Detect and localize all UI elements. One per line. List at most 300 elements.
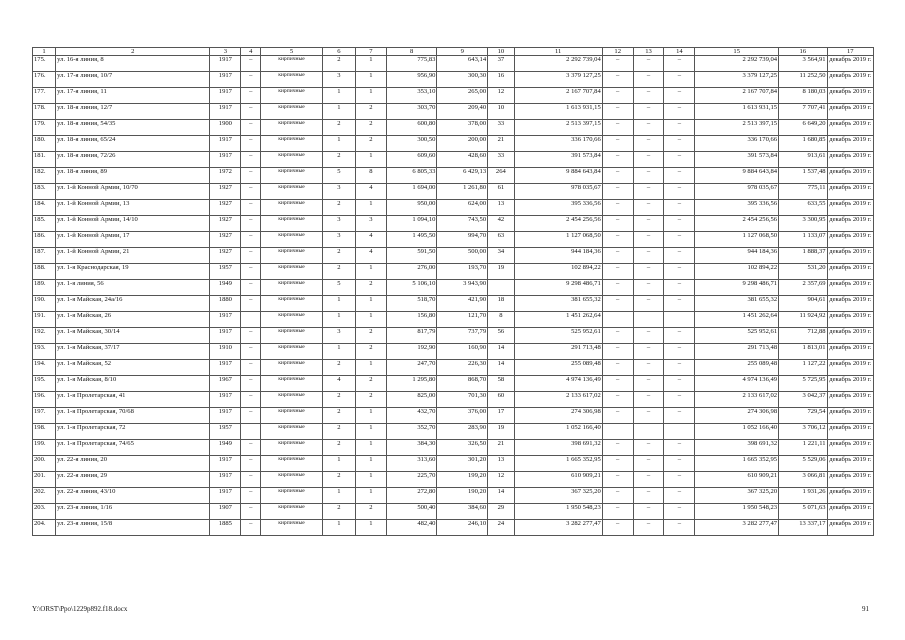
cell-total-amount: 395 336,56 — [695, 200, 779, 216]
cell-cost-per-sqm: 8 180,03 — [779, 88, 827, 104]
cell-wall-material: кирпичные — [261, 216, 323, 232]
cell-row-number: 200. — [33, 456, 56, 472]
cell-col-12: – — [602, 136, 633, 152]
cell-total-area: 817,79 — [386, 328, 437, 344]
cell-floors: 5 — [322, 168, 355, 184]
cell-floors: 1 — [322, 296, 355, 312]
cell-wall-material: кирпичные — [261, 200, 323, 216]
cell-amount: 391 573,84 — [514, 152, 602, 168]
cell-entrances: 2 — [355, 120, 386, 136]
cell-total-amount: 1 052 166,40 — [695, 424, 779, 440]
cell-col-12: – — [602, 440, 633, 456]
cell-floors: 1 — [322, 344, 355, 360]
table-row — [33, 200, 874, 216]
cell-floors: 2 — [322, 120, 355, 136]
cell-col-12: – — [602, 168, 633, 184]
cell-floors: 2 — [322, 392, 355, 408]
cell-date: декабрь 2019 г. — [827, 456, 873, 472]
cell-floors: 1 — [322, 520, 355, 536]
cell-total-area: 518,70 — [386, 296, 437, 312]
cell-col-13 — [633, 424, 664, 440]
cell-row-number: 176. — [33, 72, 56, 88]
table-row — [33, 184, 874, 200]
cell-total-area: 1 295,80 — [386, 376, 437, 392]
cell-floors: 4 — [322, 376, 355, 392]
cell-year-built: 1927 — [210, 216, 241, 232]
document-file-path: Y:\ORST\Ppo\1229p892.f18.docx — [32, 605, 128, 613]
cell-col-13: – — [633, 120, 664, 136]
cell-total-area: 5 106,10 — [386, 280, 437, 296]
cell-row-number: 188. — [33, 264, 56, 280]
cell-year-built: 1927 — [210, 248, 241, 264]
table-row — [33, 472, 874, 488]
cell-floors: 2 — [322, 424, 355, 440]
cell-wall-material: кирпичные — [261, 344, 323, 360]
cell-living-area: 737,79 — [437, 328, 488, 344]
cell-col-4: – — [241, 472, 261, 488]
cell-col-4: – — [241, 280, 261, 296]
table-row — [33, 152, 874, 168]
cell-date: декабрь 2019 г. — [827, 152, 873, 168]
cell-amount: 610 909,21 — [514, 472, 602, 488]
cell-residents: 24 — [488, 520, 514, 536]
cell-col-14: – — [664, 248, 695, 264]
cell-col-12: – — [602, 72, 633, 88]
cell-residents: 21 — [488, 136, 514, 152]
cell-year-built: 1917 — [210, 456, 241, 472]
cell-total-area: 313,60 — [386, 456, 437, 472]
cell-wall-material: кирпичные — [261, 296, 323, 312]
cell-col-12: – — [602, 200, 633, 216]
cell-living-area: 246,10 — [437, 520, 488, 536]
cell-wall-material: кирпичные — [261, 472, 323, 488]
cell-total-amount: 2 167 707,84 — [695, 88, 779, 104]
cell-address: ул. 22-я линия, 29 — [56, 472, 210, 488]
table-row — [33, 392, 874, 408]
cell-entrances: 1 — [355, 152, 386, 168]
cell-amount: 3 282 277,47 — [514, 520, 602, 536]
cell-total-area: 1 694,00 — [386, 184, 437, 200]
cell-total-amount: 525 952,61 — [695, 328, 779, 344]
table-row — [33, 360, 874, 376]
cell-col-14: – — [664, 168, 695, 184]
cell-col-12 — [602, 312, 633, 328]
cell-address: ул. 1-я Пролетарская, 74/65 — [56, 440, 210, 456]
cell-total-area: 303,70 — [386, 104, 437, 120]
cell-entrances: 1 — [355, 408, 386, 424]
cell-total-amount: 2 292 739,04 — [695, 56, 779, 72]
cell-cost-per-sqm: 1 537,48 — [779, 168, 827, 184]
cell-date: декабрь 2019 г. — [827, 488, 873, 504]
cell-entrances: 1 — [355, 440, 386, 456]
cell-residents: 29 — [488, 504, 514, 520]
cell-date: декабрь 2019 г. — [827, 104, 873, 120]
cell-amount: 1 451 262,64 — [514, 312, 602, 328]
cell-address: ул. 22-я линия, 43/10 — [56, 488, 210, 504]
cell-total-amount: 1 613 931,15 — [695, 104, 779, 120]
cell-amount: 1 052 166,40 — [514, 424, 602, 440]
cell-col-12: – — [602, 296, 633, 312]
cell-amount: 2 454 256,56 — [514, 216, 602, 232]
cell-total-amount: 1 127 068,50 — [695, 232, 779, 248]
cell-cost-per-sqm: 2 357,69 — [779, 280, 827, 296]
cell-wall-material: кирпичные — [261, 248, 323, 264]
cell-total-area: 156,80 — [386, 312, 437, 328]
cell-cost-per-sqm: 3 066,81 — [779, 472, 827, 488]
cell-amount: 102 894,22 — [514, 264, 602, 280]
cell-address: ул. 1-й Конной Армии, 17 — [56, 232, 210, 248]
cell-col-13: – — [633, 504, 664, 520]
cell-wall-material: кирпичные — [261, 88, 323, 104]
cell-cost-per-sqm: 775,11 — [779, 184, 827, 200]
cell-col-14 — [664, 312, 695, 328]
cell-col-13: – — [633, 248, 664, 264]
cell-amount: 1 665 352,95 — [514, 456, 602, 472]
cell-total-area: 384,30 — [386, 440, 437, 456]
cell-total-area: 950,00 — [386, 200, 437, 216]
cell-amount: 255 089,48 — [514, 360, 602, 376]
cell-address: ул. 1-я Майская, 37/17 — [56, 344, 210, 360]
cell-date: декабрь 2019 г. — [827, 296, 873, 312]
cell-cost-per-sqm: 729,54 — [779, 408, 827, 424]
table-row — [33, 440, 874, 456]
cell-address: ул. 18-я линия, 12/7 — [56, 104, 210, 120]
cell-living-area: 500,00 — [437, 248, 488, 264]
cell-total-area: 1 094,10 — [386, 216, 437, 232]
column-header: 14 — [664, 48, 695, 56]
cell-col-14: – — [664, 72, 695, 88]
cell-entrances: 1 — [355, 312, 386, 328]
cell-total-area: 353,10 — [386, 88, 437, 104]
cell-col-13: – — [633, 328, 664, 344]
cell-year-built: 1917 — [210, 472, 241, 488]
cell-col-14: – — [664, 408, 695, 424]
cell-col-4: – — [241, 504, 261, 520]
cell-row-number: 178. — [33, 104, 56, 120]
cell-amount: 336 170,66 — [514, 136, 602, 152]
cell-col-14: – — [664, 296, 695, 312]
cell-total-amount: 2 513 397,15 — [695, 120, 779, 136]
cell-row-number: 181. — [33, 152, 56, 168]
cell-col-14: – — [664, 56, 695, 72]
cell-total-area: 6 805,33 — [386, 168, 437, 184]
cell-residents: 37 — [488, 56, 514, 72]
cell-col-14: – — [664, 88, 695, 104]
cell-row-number: 190. — [33, 296, 56, 312]
cell-col-4: – — [241, 344, 261, 360]
cell-col-14: – — [664, 232, 695, 248]
cell-row-number: 182. — [33, 168, 56, 184]
cell-floors: 2 — [322, 200, 355, 216]
cell-col-14: – — [664, 328, 695, 344]
cell-cost-per-sqm: 1 133,07 — [779, 232, 827, 248]
table-row — [33, 504, 874, 520]
cell-cost-per-sqm: 3 564,91 — [779, 56, 827, 72]
column-header: 9 — [437, 48, 488, 56]
cell-residents: 14 — [488, 488, 514, 504]
cell-col-14: – — [664, 344, 695, 360]
cell-row-number: 195. — [33, 376, 56, 392]
cell-wall-material: кирпичные — [261, 120, 323, 136]
cell-address: ул. 22-я линия, 20 — [56, 456, 210, 472]
cell-floors: 3 — [322, 232, 355, 248]
cell-living-area: 743,50 — [437, 216, 488, 232]
cell-col-13: – — [633, 72, 664, 88]
cell-total-area: 775,83 — [386, 56, 437, 72]
cell-entrances: 1 — [355, 296, 386, 312]
cell-amount: 2 167 707,84 — [514, 88, 602, 104]
cell-living-area: 6 429,13 — [437, 168, 488, 184]
cell-amount: 291 713,48 — [514, 344, 602, 360]
cell-residents: 33 — [488, 152, 514, 168]
cell-col-12: – — [602, 56, 633, 72]
cell-col-12: – — [602, 408, 633, 424]
cell-col-14: – — [664, 488, 695, 504]
cell-total-amount: 1 950 548,23 — [695, 504, 779, 520]
cell-floors: 1 — [322, 88, 355, 104]
cell-address: ул. 1-я Пролетарская, 41 — [56, 392, 210, 408]
cell-date: декабрь 2019 г. — [827, 200, 873, 216]
cell-date: декабрь 2019 г. — [827, 520, 873, 536]
cell-row-number: 198. — [33, 424, 56, 440]
cell-floors: 1 — [322, 456, 355, 472]
cell-year-built: 1917 — [210, 328, 241, 344]
cell-wall-material: кирпичные — [261, 104, 323, 120]
cell-year-built: 1917 — [210, 152, 241, 168]
cell-wall-material: кирпичные — [261, 328, 323, 344]
cell-date: декабрь 2019 г. — [827, 280, 873, 296]
cell-row-number: 196. — [33, 392, 56, 408]
cell-col-14: – — [664, 472, 695, 488]
cell-residents: 60 — [488, 392, 514, 408]
cell-cost-per-sqm: 5 725,95 — [779, 376, 827, 392]
cell-date: декабрь 2019 г. — [827, 72, 873, 88]
cell-residents: 56 — [488, 328, 514, 344]
cell-wall-material: кирпичные — [261, 504, 323, 520]
table-row — [33, 424, 874, 440]
cell-address: ул. 17-я линия, 11 — [56, 88, 210, 104]
cell-col-14: – — [664, 152, 695, 168]
cell-address: ул. 1-я Пролетарская, 70/68 — [56, 408, 210, 424]
cell-total-area: 300,50 — [386, 136, 437, 152]
cell-col-4: – — [241, 136, 261, 152]
cell-total-amount: 944 184,36 — [695, 248, 779, 264]
column-header: 1 — [33, 48, 56, 56]
cell-address: ул. 18-я линия, 72/26 — [56, 152, 210, 168]
cell-cost-per-sqm: 11 252,50 — [779, 72, 827, 88]
cell-address: ул. 17-я линия, 10/7 — [56, 72, 210, 88]
cell-residents — [488, 280, 514, 296]
cell-total-amount: 9 884 643,84 — [695, 168, 779, 184]
cell-address: ул. 1-я Майская, 52 — [56, 360, 210, 376]
cell-col-12: – — [602, 472, 633, 488]
cell-living-area: 624,00 — [437, 200, 488, 216]
table-row — [33, 56, 874, 72]
cell-floors: 5 — [322, 280, 355, 296]
cell-col-4: – — [241, 88, 261, 104]
cell-col-12: – — [602, 248, 633, 264]
cell-total-area: 1 495,50 — [386, 232, 437, 248]
cell-date: декабрь 2019 г. — [827, 504, 873, 520]
table-row — [33, 328, 874, 344]
cell-row-number: 192. — [33, 328, 56, 344]
cell-entrances: 1 — [355, 264, 386, 280]
cell-col-13: – — [633, 88, 664, 104]
cell-col-13: – — [633, 232, 664, 248]
cell-cost-per-sqm: 1 221,11 — [779, 440, 827, 456]
column-header: 5 — [261, 48, 323, 56]
cell-col-14: – — [664, 376, 695, 392]
cell-cost-per-sqm: 1 931,26 — [779, 488, 827, 504]
cell-row-number: 193. — [33, 344, 56, 360]
cell-amount: 2 133 617,02 — [514, 392, 602, 408]
table-row — [33, 248, 874, 264]
cell-wall-material: кирпичные — [261, 264, 323, 280]
cell-col-12: – — [602, 184, 633, 200]
cell-total-amount: 255 089,48 — [695, 360, 779, 376]
cell-col-4: – — [241, 56, 261, 72]
page-number: 91 — [862, 605, 869, 613]
cell-year-built: 1917 — [210, 136, 241, 152]
cell-row-number: 194. — [33, 360, 56, 376]
cell-living-area: 994,70 — [437, 232, 488, 248]
cell-living-area: 190,20 — [437, 488, 488, 504]
cell-col-12: – — [602, 504, 633, 520]
table-row — [33, 296, 874, 312]
table-row — [33, 232, 874, 248]
cell-cost-per-sqm: 7 707,41 — [779, 104, 827, 120]
cell-cost-per-sqm: 1 888,37 — [779, 248, 827, 264]
cell-col-14: – — [664, 280, 695, 296]
cell-col-4: – — [241, 488, 261, 504]
cell-row-number: 197. — [33, 408, 56, 424]
table-row — [33, 136, 874, 152]
cell-living-area: 428,60 — [437, 152, 488, 168]
cell-amount: 978 035,67 — [514, 184, 602, 200]
cell-year-built: 1927 — [210, 232, 241, 248]
cell-total-amount: 978 035,67 — [695, 184, 779, 200]
cell-wall-material: кирпичные — [261, 456, 323, 472]
cell-col-12: – — [602, 520, 633, 536]
cell-entrances: 1 — [355, 520, 386, 536]
cell-col-4: – — [241, 184, 261, 200]
cell-col-14: – — [664, 200, 695, 216]
column-header: 12 — [602, 48, 633, 56]
cell-date: декабрь 2019 г. — [827, 120, 873, 136]
cell-living-area: 868,70 — [437, 376, 488, 392]
table-row — [33, 344, 874, 360]
cell-entrances: 1 — [355, 200, 386, 216]
cell-cost-per-sqm: 1 813,01 — [779, 344, 827, 360]
table-row — [33, 216, 874, 232]
cell-col-12: – — [602, 264, 633, 280]
cell-col-12: – — [602, 152, 633, 168]
cell-amount: 2 513 397,15 — [514, 120, 602, 136]
cell-col-13: – — [633, 56, 664, 72]
cell-total-area: 247,70 — [386, 360, 437, 376]
cell-cost-per-sqm: 1 680,85 — [779, 136, 827, 152]
cell-address: ул. 1-й Конной Армии, 10/70 — [56, 184, 210, 200]
cell-cost-per-sqm: 3 706,12 — [779, 424, 827, 440]
cell-amount: 944 184,36 — [514, 248, 602, 264]
cell-address: ул. 1-й Конной Армии, 14/10 — [56, 216, 210, 232]
cell-total-amount: 102 894,22 — [695, 264, 779, 280]
cell-year-built: 1917 — [210, 408, 241, 424]
cell-entrances: 2 — [355, 104, 386, 120]
cell-floors: 1 — [322, 312, 355, 328]
cell-amount: 395 336,56 — [514, 200, 602, 216]
cell-wall-material: кирпичные — [261, 360, 323, 376]
cell-address: ул. 1-я Пролетарская, 72 — [56, 424, 210, 440]
cell-cost-per-sqm: 11 924,92 — [779, 312, 827, 328]
cell-residents: 12 — [488, 472, 514, 488]
cell-col-4: – — [241, 104, 261, 120]
cell-year-built: 1910 — [210, 344, 241, 360]
cell-floors: 2 — [322, 248, 355, 264]
cell-floors: 2 — [322, 408, 355, 424]
cell-year-built: 1917 — [210, 104, 241, 120]
cell-col-13: – — [633, 136, 664, 152]
cell-wall-material: кирпичные — [261, 312, 323, 328]
cell-col-12: – — [602, 104, 633, 120]
cell-floors: 3 — [322, 216, 355, 232]
cell-residents: 14 — [488, 360, 514, 376]
cell-col-4: – — [241, 328, 261, 344]
cell-living-area: 701,30 — [437, 392, 488, 408]
column-header: 10 — [488, 48, 514, 56]
cell-residents: 13 — [488, 200, 514, 216]
cell-total-amount: 2 454 256,56 — [695, 216, 779, 232]
cell-col-4: – — [241, 520, 261, 536]
cell-total-area: 500,40 — [386, 504, 437, 520]
cell-living-area: 283,90 — [437, 424, 488, 440]
cell-address: ул. 1-я Майская, 24а/16 — [56, 296, 210, 312]
cell-entrances: 4 — [355, 232, 386, 248]
cell-floors: 1 — [322, 488, 355, 504]
cell-residents: 17 — [488, 408, 514, 424]
cell-col-14: – — [664, 216, 695, 232]
column-header: 6 — [322, 48, 355, 56]
cell-col-13: – — [633, 472, 664, 488]
cell-row-number: 191. — [33, 312, 56, 328]
cell-residents: 58 — [488, 376, 514, 392]
cell-floors: 2 — [322, 440, 355, 456]
cell-floors: 3 — [322, 328, 355, 344]
cell-col-4: – — [241, 264, 261, 280]
cell-address: ул. 16-я линия, 8 — [56, 56, 210, 72]
cell-total-amount: 4 974 136,49 — [695, 376, 779, 392]
cell-col-13: – — [633, 200, 664, 216]
cell-col-13: – — [633, 168, 664, 184]
cell-col-14: – — [664, 120, 695, 136]
table-row — [33, 456, 874, 472]
cell-wall-material: кирпичные — [261, 232, 323, 248]
cell-entrances: 1 — [355, 56, 386, 72]
cell-residents: 19 — [488, 264, 514, 280]
cell-year-built: 1880 — [210, 296, 241, 312]
cell-year-built: 1917 — [210, 56, 241, 72]
cell-floors: 2 — [322, 472, 355, 488]
cell-row-number: 187. — [33, 248, 56, 264]
column-header: 8 — [386, 48, 437, 56]
cell-col-14: – — [664, 520, 695, 536]
cell-residents: 21 — [488, 440, 514, 456]
cell-wall-material: кирпичные — [261, 408, 323, 424]
cell-wall-material: кирпичные — [261, 72, 323, 88]
cell-year-built: 1949 — [210, 440, 241, 456]
cell-amount: 4 974 136,49 — [514, 376, 602, 392]
cell-entrances: 3 — [355, 216, 386, 232]
